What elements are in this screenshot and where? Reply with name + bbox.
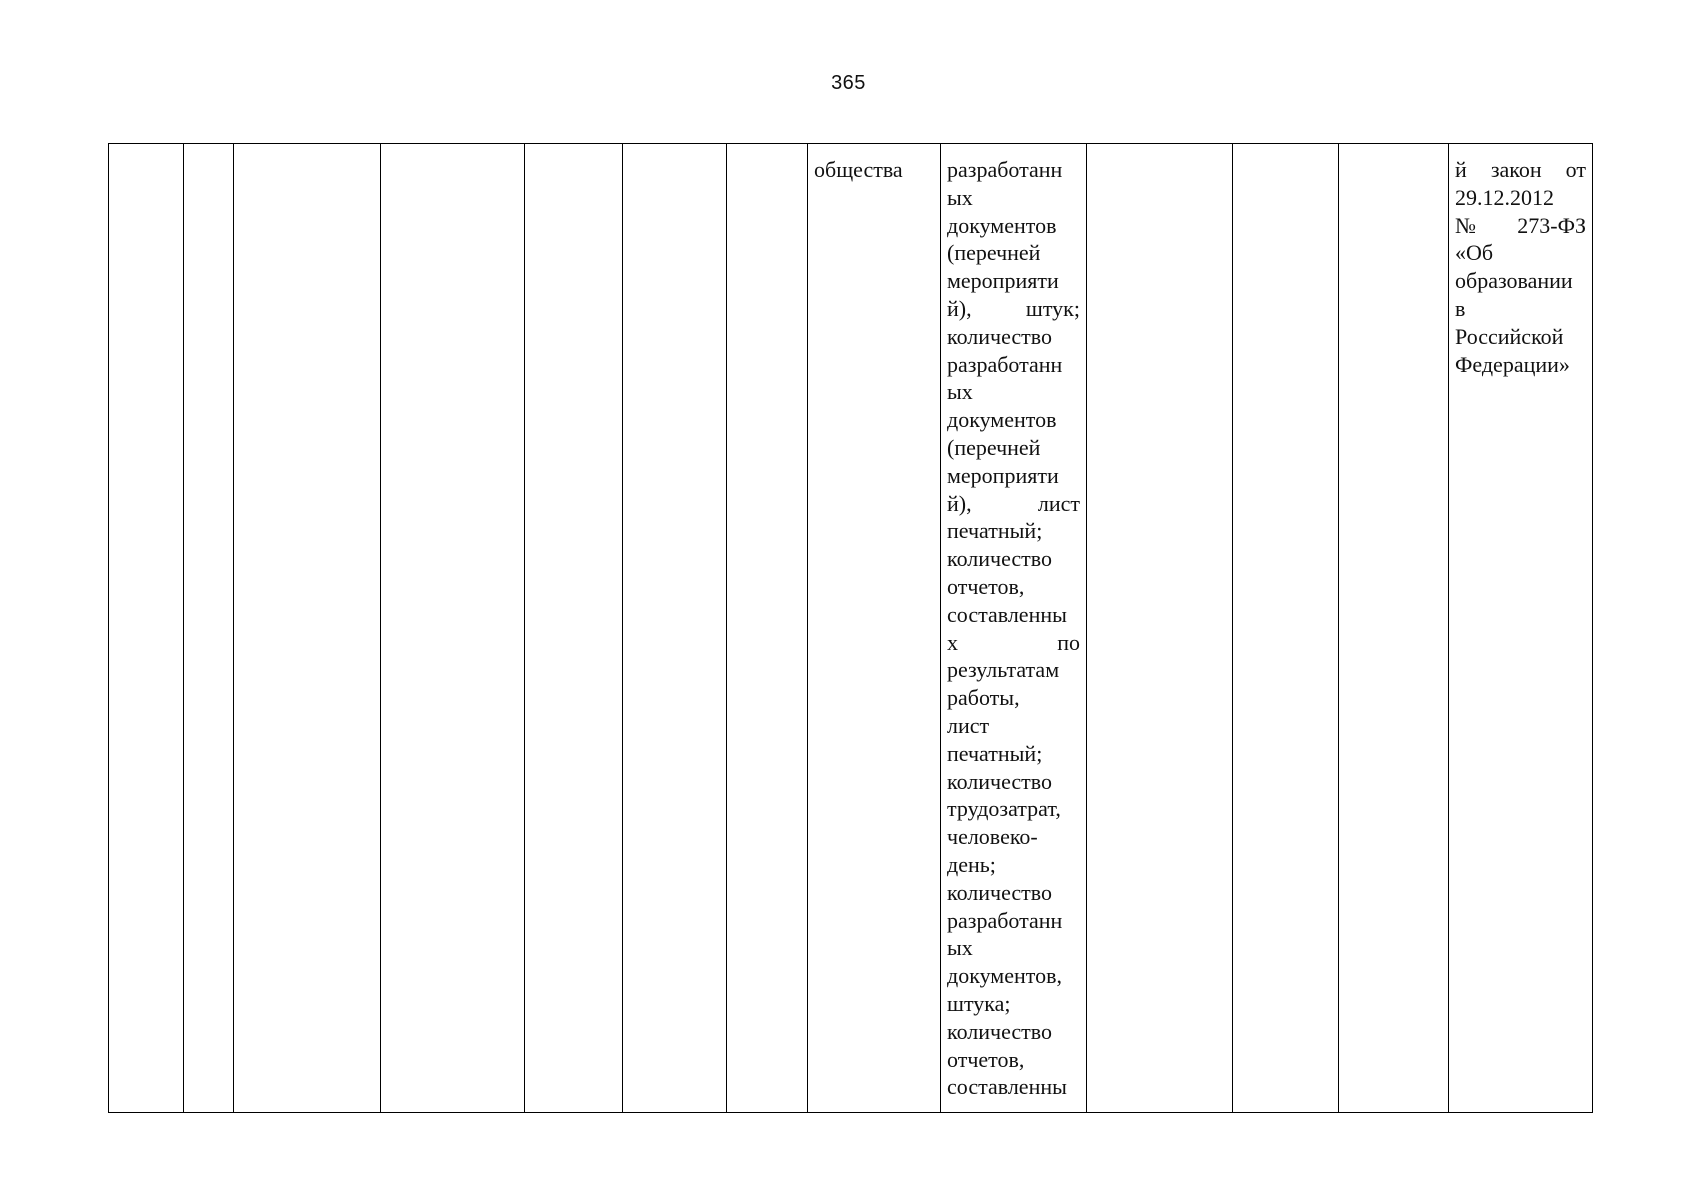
- text-line: ых: [947, 935, 973, 961]
- text-line: человеко-: [947, 824, 1038, 850]
- text-word: закон: [1490, 157, 1542, 182]
- text-line: мероприяти: [947, 462, 1059, 488]
- text-word: от: [1565, 157, 1586, 182]
- text-line: [947, 490, 1080, 518]
- table-row: [109, 144, 1593, 1113]
- text-word: х: [947, 629, 958, 655]
- text-line: образовании: [1455, 268, 1573, 294]
- text-line: печатный;: [947, 518, 1043, 544]
- table-cell-indicators: [941, 144, 1087, 1113]
- table-cell-empty: [1233, 144, 1339, 1113]
- table-cell-empty: [381, 144, 525, 1113]
- table-cell-society: [808, 144, 941, 1113]
- text-line: результатам: [947, 657, 1060, 683]
- text-line: Российской: [1455, 323, 1564, 349]
- text-line: разработанн: [947, 907, 1063, 933]
- table-cell-empty: [109, 144, 184, 1113]
- text-line: штука;: [947, 990, 1011, 1016]
- table-cell-empty: [727, 144, 808, 1113]
- text-word: №: [1455, 212, 1476, 238]
- text-line: ых: [947, 379, 973, 405]
- text-line: [947, 295, 1080, 323]
- text-line: день;: [947, 851, 996, 877]
- text-line: (перечней: [947, 434, 1041, 460]
- page-number: 365: [831, 72, 866, 94]
- table-cell-empty: [234, 144, 381, 1113]
- text-line: [1455, 156, 1586, 184]
- text-word: лист: [1037, 490, 1080, 516]
- data-table: [108, 143, 1593, 1113]
- table-cell-empty: [1087, 144, 1233, 1113]
- text-line: количество: [947, 323, 1053, 349]
- text-line: «Об: [1455, 240, 1494, 266]
- table-cell-empty: [623, 144, 727, 1113]
- text-line: документов,: [947, 963, 1062, 989]
- text-line: ых: [947, 184, 973, 210]
- text-line: отчетов,: [947, 1046, 1025, 1072]
- text-word: й: [1455, 157, 1467, 182]
- text-word: по: [1057, 629, 1080, 655]
- text-line: Федерации»: [1455, 351, 1570, 377]
- table-cell-law: [1449, 144, 1593, 1113]
- table-cell-empty: [184, 144, 234, 1113]
- text-line: отчетов,: [947, 573, 1025, 599]
- text-line: печатный;: [947, 740, 1043, 766]
- text-line: мероприяти: [947, 268, 1059, 294]
- text-line: количество: [947, 546, 1053, 572]
- text-line: количество: [947, 1018, 1053, 1044]
- text-line: разработанн: [947, 351, 1063, 377]
- law-text: [1455, 156, 1586, 378]
- text-line: [947, 629, 1080, 657]
- text-line: документов: [947, 212, 1057, 238]
- cell-text: общества: [814, 157, 903, 182]
- text-line: (перечней: [947, 240, 1041, 266]
- text-line: составленны: [947, 1074, 1067, 1100]
- table-cell-empty: [525, 144, 623, 1113]
- text-line: в: [1455, 295, 1466, 321]
- indicators-text: [947, 156, 1080, 1101]
- text-word: 273-ФЗ: [1517, 212, 1586, 238]
- text-line: [1455, 212, 1586, 240]
- text-line: лист: [947, 712, 990, 738]
- text-line: разработанн: [947, 157, 1063, 182]
- text-word: й),: [947, 490, 972, 516]
- table-cell-empty: [1339, 144, 1449, 1113]
- text-line: работы,: [947, 685, 1020, 711]
- text-line: количество: [947, 768, 1053, 794]
- text-line: составленны: [947, 601, 1067, 627]
- text-line: документов: [947, 407, 1057, 433]
- text-line: трудозатрат,: [947, 796, 1061, 822]
- text-word: штук;: [1025, 295, 1080, 321]
- text-line: количество: [947, 879, 1053, 905]
- text-line: 29.12.2012: [1455, 184, 1554, 210]
- text-word: й),: [947, 295, 972, 321]
